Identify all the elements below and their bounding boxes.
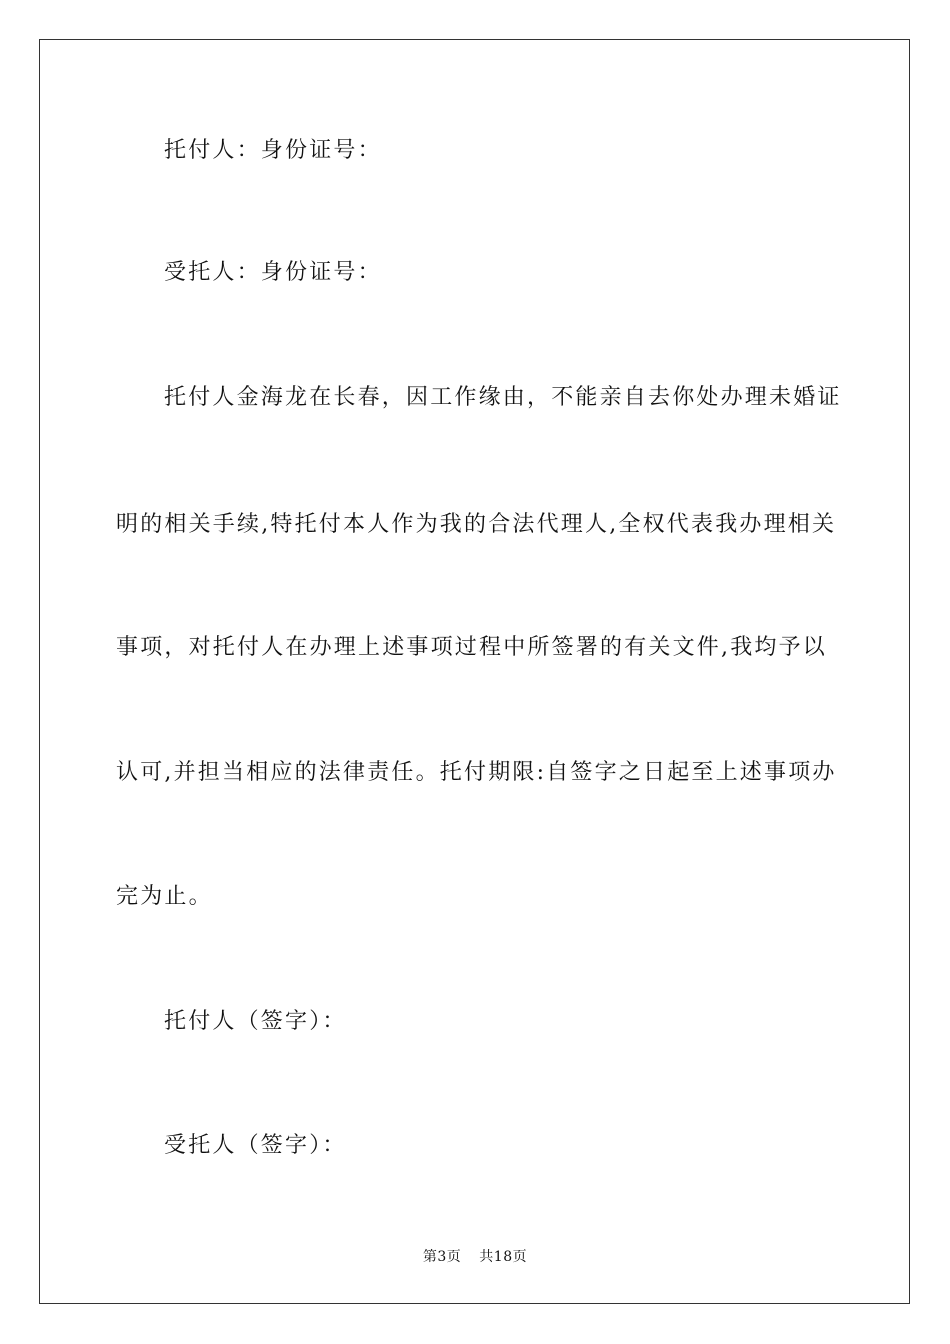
body-paragraph-line-3: 事项，对托付人在办理上述事项过程中所签署的有关文件,我均予以: [116, 635, 827, 660]
body-paragraph-line-2: 明的相关手续,特托付本人作为我的合法代理人,全权代表我办理相关: [116, 512, 837, 537]
total-pages: 共18页: [479, 1249, 528, 1265]
agent-signature-line: 受托人（签字）：: [164, 1133, 347, 1158]
body-paragraph-line-4: 认可,并担当相应的法律责任。托付期限:自签字之日起至上述事项办: [116, 760, 837, 785]
page-border: [39, 39, 910, 1304]
current-page-number: 第3页: [422, 1249, 462, 1265]
agent-id-line: 受托人：身份证号：: [164, 260, 382, 285]
principal-id-line: 托付人：身份证号：: [164, 138, 382, 163]
body-paragraph-line-5: 完为止。: [116, 884, 213, 909]
body-paragraph-line-1: 托付人金海龙在长春，因工作缘由，不能亲自去你处办理未婚证: [164, 385, 842, 410]
page-footer: [0, 1247, 950, 1267]
principal-signature-line: 托付人（签字）：: [164, 1009, 347, 1034]
